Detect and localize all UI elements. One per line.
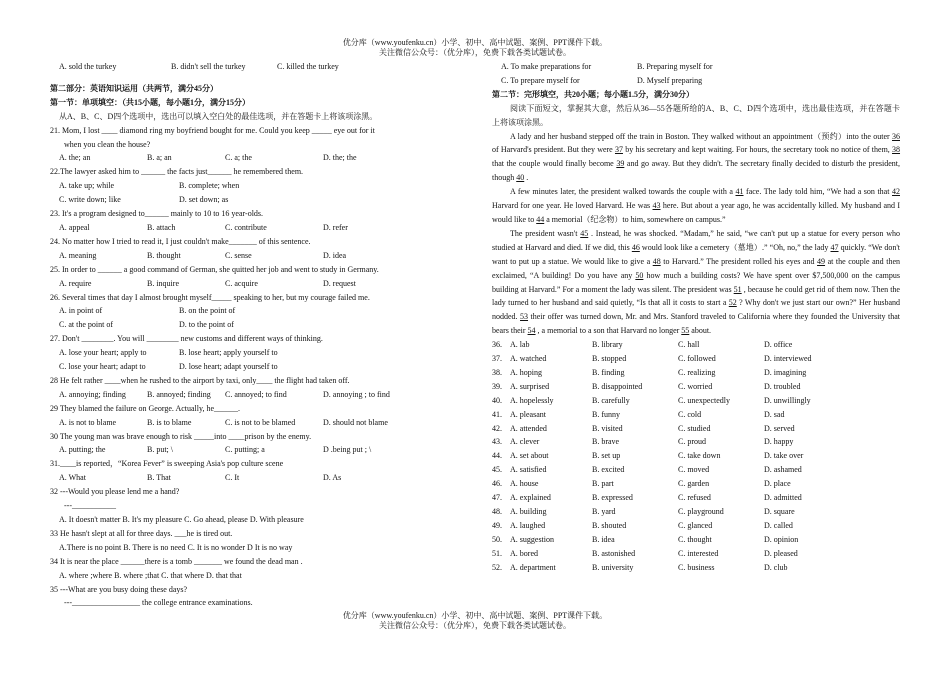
option: B. excited [592, 465, 625, 475]
header-line-1: 优分库（www.youfenku.cn）小学、初中、高中试题、案例、PPT课件下载。 [342, 38, 608, 47]
passage-text: here. But about a year ago, he was accidentally killed. My husband and I would like to [492, 201, 900, 224]
option: B. expressed [592, 493, 633, 503]
option: D. set down; as [179, 195, 229, 205]
blank-number: 38 [892, 145, 901, 155]
question-number: 36. [492, 340, 502, 350]
cloze-options-list [492, 338, 900, 574]
question-options: A. where ;where B. where ;that C. that where D. that that [59, 570, 242, 580]
passage-text: , a memorial to a son that Harvard no longer [535, 326, 682, 336]
blank-number: 54 [527, 326, 536, 336]
blank-number: 40 [516, 173, 525, 183]
option: B. yard [592, 507, 616, 516]
cloze-option-row [492, 449, 900, 463]
option: C. cold [678, 409, 702, 419]
blank-number: 41 [735, 187, 744, 197]
section-instructions: 从A、B、C、D四个选项中，选出可以填入空白处的最佳选项，并在答题卡上将该项涂黑。 [59, 111, 378, 121]
cloze-option-row [492, 505, 900, 519]
option: C. realizing [678, 367, 716, 377]
option: B. annoyed; finding [147, 389, 211, 399]
option: D. idea [323, 250, 347, 260]
option: D. take over [764, 451, 804, 461]
question-number: 46. [492, 479, 502, 489]
option: A. in point of [59, 306, 103, 316]
question-options [50, 179, 458, 193]
blank-number: 37 [614, 145, 623, 155]
cloze-option-row [492, 477, 900, 491]
question-stem: 27. Don't ________. You will ________ new customs and different ways of thinking. [50, 334, 323, 344]
option: C. hall [678, 340, 700, 350]
option: B. a; an [147, 153, 172, 163]
prev-question-options [492, 74, 900, 88]
question-number: 50. [492, 534, 502, 544]
option: C. is not to be blamed [225, 417, 296, 427]
option: A. building [510, 507, 547, 516]
question-number: 44. [492, 451, 502, 461]
option: A. What [59, 473, 86, 483]
left-column [50, 60, 458, 610]
option: C. It [225, 473, 240, 483]
option: A. meaning [59, 250, 97, 260]
option: C. studied [678, 423, 711, 433]
option: D. admitted [764, 493, 802, 503]
option: D. club [764, 562, 788, 572]
blank-number: 36 [892, 131, 900, 141]
passage-text: , because he could get rid of them now. Then the lady turned to her husband and said quietly, “Is that all it costs to start a [492, 284, 900, 308]
option: A. surprised [510, 381, 550, 391]
option: A. house [510, 479, 539, 489]
question-stem-continued: ---___________ [64, 501, 116, 511]
option: B. didn't sell the turkey [171, 62, 246, 71]
option: A. hopelessly [510, 395, 554, 405]
option: A. appeal [59, 222, 90, 232]
option: B. idea [592, 534, 615, 544]
option: C. take down [678, 451, 721, 461]
option: B. put; \ [147, 445, 174, 455]
question-stem: 24. No matter how I tried to read it, I just couldn't make_______ of this sentence. [50, 236, 311, 246]
passage-text: and go away. But they didn't. The secretary finally decided to disturb the president, though [492, 159, 901, 183]
option: D. to the point of [179, 320, 234, 330]
option: D. Myself preparing [637, 75, 703, 85]
question-stem: 33 He hasn't slept at all for three days. ___he is tired out. [50, 528, 233, 538]
cloze-option-row [492, 380, 900, 394]
blank-number: 52 [728, 298, 737, 308]
passage-paragraph [492, 130, 900, 186]
option: A. To make preparations for [501, 62, 592, 71]
cloze-option-row [492, 435, 900, 449]
option: D. sad [764, 409, 785, 419]
option: B. That [147, 473, 171, 483]
option: A. suggestion [510, 534, 554, 544]
option: C. refused [678, 493, 711, 503]
option: A. annoying; finding [59, 389, 126, 399]
option: D. ashamed [764, 465, 802, 475]
cloze-option-row [492, 561, 900, 575]
option: A. pleasant [510, 409, 546, 419]
option: A. is not to blame [59, 417, 117, 427]
passage-text: A lady and her husband stepped off the train in Boston. They walked without an appointment（预约）into the outer [510, 131, 892, 141]
blank-number: 45 [580, 228, 589, 238]
cloze-option-row [492, 352, 900, 366]
option: D. interviewed [764, 354, 812, 364]
option: B. is to blame [147, 417, 192, 427]
passage-text: ? Why don't we just start our own?” Her husband nodded. [492, 298, 900, 322]
option: D. the; the [323, 153, 357, 163]
option: C. acquire [225, 278, 258, 288]
option: C. playground [678, 507, 724, 516]
cloze-option-row [492, 422, 900, 436]
option: D. should not blame [323, 417, 388, 427]
question-stem: 31.____is reported，“Korea Fever” is sweeping Asia's pop culture scene [50, 459, 284, 469]
question-number: 49. [492, 520, 502, 530]
passage-text: their offer was turned down, Mr. and Mrs. Stanford traveled to California where they founded the University that bears their [492, 312, 900, 336]
cloze-option-row [492, 533, 900, 547]
blank-number: 46 [631, 242, 640, 252]
option: D .being put ; \ [323, 445, 372, 455]
question-options [50, 471, 458, 485]
option: A. explained [510, 493, 551, 503]
cloze-option-row [492, 408, 900, 422]
option: C. proud [678, 437, 706, 447]
passage-text: A few minutes later, the president walked towards the couple with a [510, 187, 736, 197]
option: B. thought [147, 250, 181, 260]
question-options [50, 416, 458, 430]
option: D. imagining [764, 367, 807, 377]
question-stem: 30 The young man was brave enough to risk _____into ____prison by the enemy. [50, 431, 312, 441]
question-options [50, 346, 458, 360]
option: B. university [592, 562, 634, 572]
passage-text: Harvard for one year. He loved Harvard. He was [492, 201, 653, 211]
option: B. shouted [592, 520, 627, 530]
blank-number: 53 [520, 312, 529, 322]
header-line-2: 关注微信公众号：（优分库），免费下载各类试题试卷。 [379, 48, 571, 57]
option: A. set about [510, 451, 549, 461]
option: D. annoying ; to find [323, 389, 390, 399]
question-number: 40. [492, 395, 502, 405]
passage-paragraph [492, 227, 900, 338]
passage-text: how much a building costs? We have spent over $7,500,000 on the campus building at Harvard.” For a moment the lady was silent. The president was [492, 270, 900, 294]
option: A. department [510, 562, 556, 572]
question-stem-continued: when you clean the house? [64, 139, 151, 149]
question-number: 48. [492, 507, 502, 516]
option: B. on the point of [179, 306, 236, 316]
option: C. unexpectedly [678, 395, 730, 405]
option: B. lose heart; apply yourself to [179, 348, 278, 358]
cloze-option-row [492, 547, 900, 561]
question-stem: 25. In order to ______ a good command of German, she quitted her job and went to study in Germany. [50, 264, 379, 274]
cloze-option-row [492, 491, 900, 505]
question-number: 45. [492, 465, 502, 475]
question-number: 41. [492, 409, 502, 419]
option: C. lose your heart; adapt to [59, 362, 146, 372]
option: C. followed [678, 354, 716, 364]
cloze-option-row [492, 463, 900, 477]
passage-text: to Harvard.” The president rolled his eyes and [660, 256, 818, 266]
option: D. unwillingly [764, 395, 811, 405]
option: B. finding [592, 367, 625, 377]
passage-text: at the couple and then exclaimed, “A building! Do you have any [492, 256, 901, 280]
passage-text: that the couple would finally become [492, 159, 617, 169]
blank-number: 51 [733, 284, 742, 294]
question-options [50, 304, 458, 318]
option: A. putting; the [59, 445, 106, 455]
option: A. lab [510, 340, 530, 350]
option: D. request [323, 278, 356, 288]
cloze-option-row [492, 366, 900, 380]
option: D. troubled [764, 381, 801, 391]
question-options: A. It doesn't matter B. It's my pleasure C. Go ahead, please D. With pleasure [59, 515, 304, 524]
question-options [50, 388, 458, 402]
option: D. office [764, 340, 793, 350]
option: B. inquire [147, 278, 179, 288]
option: C. business [678, 562, 715, 572]
question-stem: 29 They blamed the failure on George. Actually, he______. [50, 403, 241, 413]
prev-question-options [492, 60, 900, 74]
passage-text: . Instead, he was shocked. “Madam,” he said, “we can't put up a statue for every person who studied at Harvard and died. If we did, this [492, 228, 900, 252]
option: C. write down; like [59, 195, 121, 205]
option: A. laughed [510, 520, 546, 530]
passage-text: would look like a cemetery（墓地）.” “Oh, no,” the lady [639, 242, 831, 252]
right-column [492, 60, 900, 575]
section-instructions: 阅读下面短文，掌握其大意，然后从36—55各题所给的A、B、C、D四个选项中，选出最佳选项，并在答题卡上将该项涂黑。 [492, 103, 900, 127]
passage-text: a memorial（纪念物）to him, somewhere on campus.” [544, 214, 726, 224]
option: C. sense [225, 250, 252, 260]
option: B. Preparing myself for [637, 62, 713, 71]
option: B. carefully [592, 395, 630, 405]
option: B. disappointed [592, 381, 643, 391]
option: A. hoping [510, 367, 542, 377]
passage-text: quickly. “We don't want to put up a statue. We would like to give a [492, 242, 900, 266]
passage-text: by his secretary and kept waiting. For hours, the secretary took no notice of them, [622, 145, 893, 155]
blank-number: 44 [536, 214, 545, 224]
option: C. a; the [225, 153, 252, 163]
question-options [50, 193, 458, 207]
question-stem: 26. Several times that day I almost brought myself_____ speaking to her, but my courage failed me. [50, 292, 370, 302]
option: A. sold the turkey [59, 62, 117, 71]
option: D. served [764, 423, 795, 433]
option: A. clever [510, 437, 540, 447]
option: B. visited [592, 423, 623, 433]
blank-number: 47 [830, 242, 839, 252]
option: C. at the point of [59, 320, 113, 330]
blank-number: 48 [652, 256, 661, 266]
passage-text: The president wasn't [510, 228, 581, 238]
option: C. garden [678, 479, 710, 489]
prev-question-options [50, 60, 458, 74]
part-title: 第二部分：英语知识运用（共两节，满分45分） [50, 83, 218, 93]
footer-line-2: 关注微信公众号：（优分库），免费下载各类试题试卷。 [379, 621, 571, 630]
question-stem: 35 ---What are you busy doing these days? [50, 584, 188, 594]
question-stem: 32 ---Would you please lend me a hand? [50, 487, 180, 497]
option: A. watched [510, 354, 547, 364]
footer-line-1: 优分库（www.youfenku.cn）小学、初中、高中试题、案例、PPT课件下载。 [342, 611, 608, 620]
question-stem: 22.The lawyer asked him to ______ the facts just______ he remembered them. [50, 167, 304, 177]
question-stem-continued: ---_________________ the college entrance examinations. [64, 598, 253, 608]
question-options: A.There is no point B. There is no need C. It is no wonder D It is no way [59, 542, 293, 552]
passage-text: about. [689, 326, 712, 336]
option: B. stopped [592, 354, 627, 364]
passage-paragraph [492, 185, 900, 227]
cloze-option-row [492, 519, 900, 533]
question-options [50, 318, 458, 332]
question-options [50, 360, 458, 374]
question-options [50, 151, 458, 165]
question-stem: 21. Mom, I lost ____ diamond ring my boyfriend bought for me. Could you keep _____ eye out for it [50, 125, 375, 135]
option: B. brave [592, 437, 620, 447]
option: A. take up; while [59, 181, 115, 191]
question-stem: 23. It's a program designed to______ mainly to 10 to 16 year-olds. [50, 209, 264, 219]
question-options [50, 221, 458, 235]
question-number: 37. [492, 354, 502, 364]
option: A. satisfied [510, 465, 547, 475]
option: C. annoyed; to find [225, 389, 287, 399]
cloze-passage [492, 130, 900, 339]
option: D. opinion [764, 534, 799, 544]
blank-number: 39 [616, 159, 625, 169]
option: D. happy [764, 437, 794, 447]
page-footer [0, 611, 950, 631]
cloze-option-row [492, 338, 900, 352]
option: D. As [323, 473, 342, 483]
option: B. part [592, 479, 614, 489]
option: C. glanced [678, 520, 713, 530]
blank-number: 55 [681, 326, 690, 336]
question-number: 47. [492, 493, 502, 503]
question-number: 51. [492, 548, 502, 558]
option: A. the; an [59, 153, 91, 163]
option: C. interested [678, 548, 719, 558]
option: A. bored [510, 548, 538, 558]
question-options [50, 443, 458, 457]
passage-text: face. The lady told him, “We had a son that [743, 187, 892, 197]
option: C. killed the turkey [277, 62, 339, 71]
option: B. library [592, 340, 623, 350]
option: D. called [764, 520, 793, 530]
blank-number: 49 [817, 256, 826, 266]
option: D. pleased [764, 548, 798, 558]
option: C. contribute [225, 222, 267, 232]
option: C. To prepare myself for [501, 75, 580, 85]
section-title: 第二节：完形填空，共20小题；每小题1.5分，满分30分） [492, 89, 694, 99]
option: D. square [764, 507, 795, 516]
option: C. thought [678, 534, 712, 544]
section-title: 第一节：单项填空：（共15小题，每小题1分，满分15分） [50, 97, 250, 107]
option: D. lose heart; adapt yourself to [179, 362, 278, 372]
question-stem: 28 He felt rather ____when he rushed to the airport by taxi, only____ the flight had taken off. [50, 375, 350, 385]
option: B. astonished [592, 548, 636, 558]
option: C. moved [678, 465, 710, 475]
option: B. set up [592, 451, 621, 461]
option: B. attach [147, 222, 176, 232]
question-options [50, 249, 458, 263]
option: A. lose your heart; apply to [59, 348, 147, 358]
question-stem: 34 It is near the place ______there is a tomb _______ we found the dead man . [50, 556, 303, 566]
question-list [50, 124, 458, 611]
question-number: 42. [492, 423, 502, 433]
option: C. putting; a [225, 445, 265, 455]
option: B. complete; when [179, 181, 240, 191]
passage-text: . [524, 173, 529, 183]
question-options [50, 277, 458, 291]
question-number: 43. [492, 437, 502, 447]
blank-number: 42 [892, 187, 900, 197]
option: D. refer [323, 222, 348, 232]
question-number: 52. [492, 562, 502, 572]
option: D. place [764, 479, 791, 489]
question-number: 39. [492, 381, 502, 391]
option: A. require [59, 278, 92, 288]
cloze-option-row [492, 394, 900, 408]
passage-text: of Harvard's president. But they were [492, 145, 615, 155]
blank-number: 43 [652, 201, 661, 211]
blank-number: 50 [635, 270, 644, 280]
option: C. worried [678, 381, 713, 391]
question-number: 38. [492, 367, 502, 377]
page-header [0, 38, 950, 58]
option: A. attended [510, 423, 547, 433]
option: B. funny [592, 409, 620, 419]
